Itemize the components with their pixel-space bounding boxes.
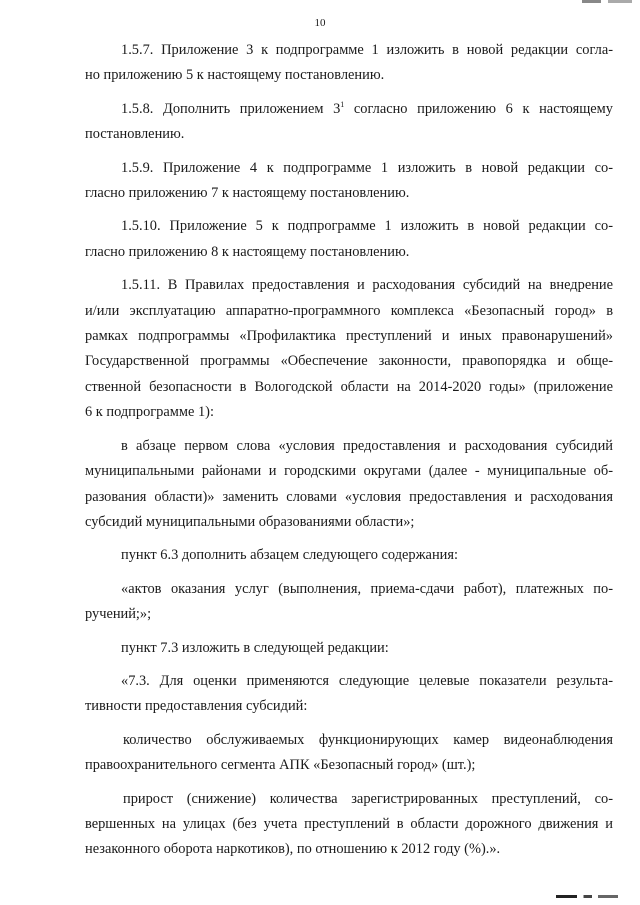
paragraph-punkt-7-3 bbox=[85, 636, 613, 661]
paragraph-1-5-7 bbox=[85, 38, 613, 89]
text-line: ручений;»; bbox=[85, 606, 152, 623]
text-line: «7.3. Для оценки применяются следующие целевые показатели результа- bbox=[121, 672, 613, 689]
paragraph-1-5-8 bbox=[85, 97, 613, 148]
superscript: 1 bbox=[340, 99, 345, 109]
text-line: «актов оказания услуг (выполнения, приема-сдачи работ), платежных по- bbox=[121, 580, 613, 597]
text-line: разования области)» заменить словами «условия предоставления и расходования bbox=[85, 488, 613, 505]
text-line: 1.5.9. Приложение 4 к подпрограмме 1 изложить в новой редакции со- bbox=[121, 159, 613, 176]
text-line: правоохранительного сегмента АПК «Безопасный город» (шт.); bbox=[85, 757, 476, 774]
text-line: прирост (снижение) количества зарегистрированных преступлений, со- bbox=[123, 790, 613, 807]
text-line: муниципальными районами и городскими округами (далее - муниципальные об- bbox=[85, 463, 613, 480]
text-fragment: 1.5.8. Дополнить приложением 3 bbox=[121, 100, 341, 117]
text-fragment: согласно приложению 6 к настоящему bbox=[344, 100, 613, 117]
paragraph-first-abzac bbox=[85, 434, 613, 536]
paragraph-punkt-6-3 bbox=[85, 543, 613, 568]
paragraph-crime-growth bbox=[85, 787, 613, 863]
text-line: рамках подпрограммы «Профилактика преступлений и иных правонарушений» bbox=[85, 328, 613, 345]
text-line: 1.5.11. В Правилах предоставления и расходования субсидий на внедрение bbox=[121, 277, 613, 294]
page-number: 10 bbox=[314, 17, 326, 29]
paragraph-1-5-10 bbox=[85, 214, 613, 265]
text-line: гласно приложению 8 к настоящему постановлению. bbox=[85, 243, 410, 260]
text-line: незаконного оборота наркотиков), по отношению к 2012 году (%).». bbox=[85, 841, 501, 858]
paragraph-quote-7-3 bbox=[85, 669, 613, 720]
text-line: вершенных на улицах (без учета преступлений в области дорожного движения и bbox=[85, 815, 613, 832]
text-line: ственной безопасности в Вологодской области на 2014-2020 годы» (приложение bbox=[85, 378, 613, 395]
text-line: 1.5.7. Приложение 3 к подпрограмме 1 изложить в новой редакции согла- bbox=[121, 42, 613, 58]
text-line: 6 к подпрограмме 1): bbox=[85, 404, 214, 421]
text-line: 1.5.10. Приложение 5 к подпрограмме 1 изложить в новой редакции со- bbox=[121, 218, 613, 235]
text-line: пункт 6.3 дополнить абзацем следующего содержания: bbox=[121, 547, 458, 564]
paragraph-camera-count bbox=[85, 728, 613, 779]
paragraph-1-5-11 bbox=[85, 273, 613, 425]
text-line: постановлению. bbox=[85, 126, 185, 143]
scan-artifact-top bbox=[582, 0, 632, 3]
text-line: гласно приложению 7 к настоящему постановлению. bbox=[85, 185, 410, 202]
text-line: тивности предоставления субсидий: bbox=[85, 698, 308, 715]
scan-artifact-bottom bbox=[556, 895, 618, 898]
text-line: но приложению 5 к настоящему постановлению. bbox=[85, 67, 385, 84]
text-line: пункт 7.3 изложить в следующей редакции: bbox=[121, 639, 389, 656]
text-line bbox=[85, 97, 613, 122]
text-line: Государственной программы «Обеспечение законности, правопорядка и обще- bbox=[85, 353, 613, 370]
text-line: в абзаце первом слова «условия предоставления и расходования субсидий bbox=[121, 437, 613, 454]
text-line: и/или эксплуатацию аппаратно-программного комплекса «Безопасный город» в bbox=[85, 302, 613, 319]
text-line: субсидий муниципальными образованиями области»; bbox=[85, 513, 415, 530]
document-body bbox=[85, 38, 613, 866]
text-line: количество обслуживаемых функционирующих камер видеонаблюдения bbox=[123, 731, 613, 748]
paragraph-1-5-9 bbox=[85, 156, 613, 207]
paragraph-quote-acts bbox=[85, 577, 613, 628]
